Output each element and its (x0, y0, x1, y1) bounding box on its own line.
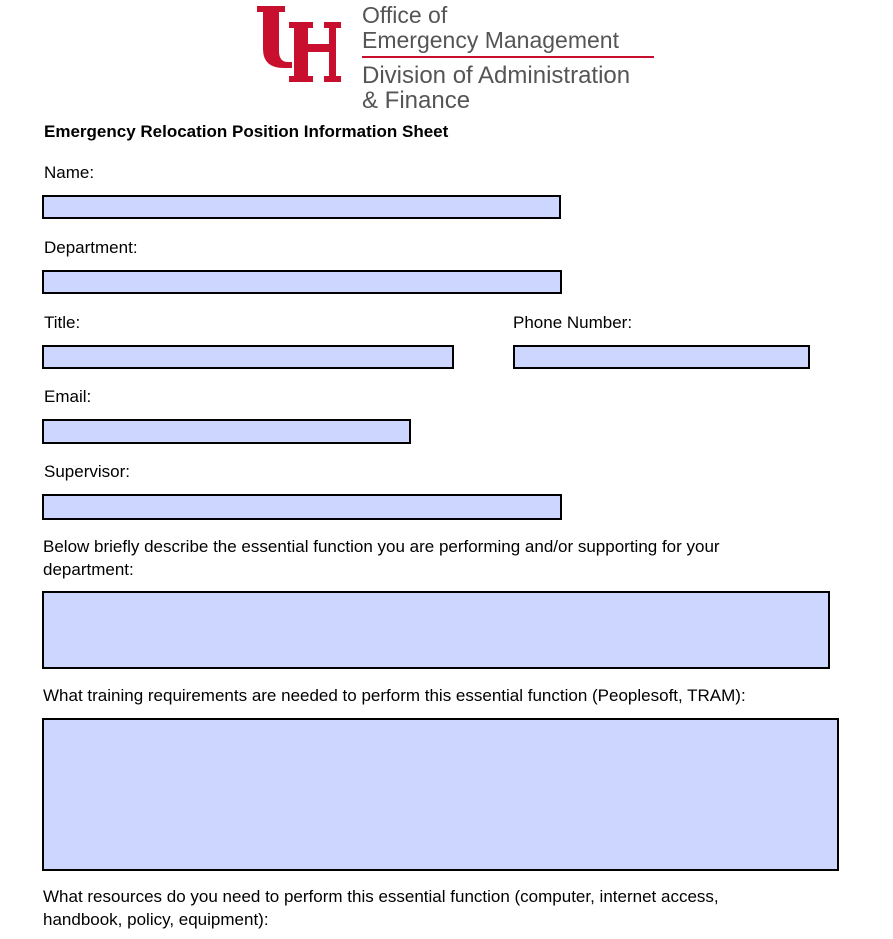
supervisor-label: Supervisor: (44, 462, 130, 481)
resources-label-line-1: What resources do you need to perform this essential function (computer, internet access, (43, 887, 719, 906)
department-field[interactable] (42, 270, 562, 294)
org-name-line-1: Office of (362, 2, 448, 28)
training-label: What training requirements are needed to perform this essential function (Peoplesoft, TRAM): (43, 686, 746, 705)
name-label: Name: (44, 163, 95, 182)
form-title: Emergency Relocation Position Information Sheet (44, 122, 449, 141)
phone-label: Phone Number: (513, 313, 633, 332)
email-field[interactable] (42, 419, 411, 444)
phone-field[interactable] (513, 345, 810, 369)
title-label: Title: (44, 313, 81, 332)
training-field[interactable] (42, 718, 839, 871)
division-name-line-2: & Finance (362, 87, 471, 114)
essential-function-field[interactable] (42, 591, 830, 669)
department-label: Department: (44, 238, 138, 257)
name-field[interactable] (42, 195, 561, 219)
title-field[interactable] (42, 345, 454, 369)
supervisor-field[interactable] (42, 494, 562, 520)
essential-function-label-line-2: department: (43, 560, 134, 579)
uh-logo-mark (254, 3, 344, 85)
header-divider (362, 56, 654, 58)
essential-function-label-line-1: Below briefly describe the essential function you are performing and/or supporting for your (43, 537, 720, 556)
resources-label-line-2: handbook, policy, equipment): (43, 910, 269, 929)
uh-logo (254, 3, 344, 85)
email-label: Email: (44, 387, 92, 406)
division-name-line-1: Division of Administration (362, 62, 631, 89)
org-name-line-2: Emergency Management (362, 27, 619, 53)
